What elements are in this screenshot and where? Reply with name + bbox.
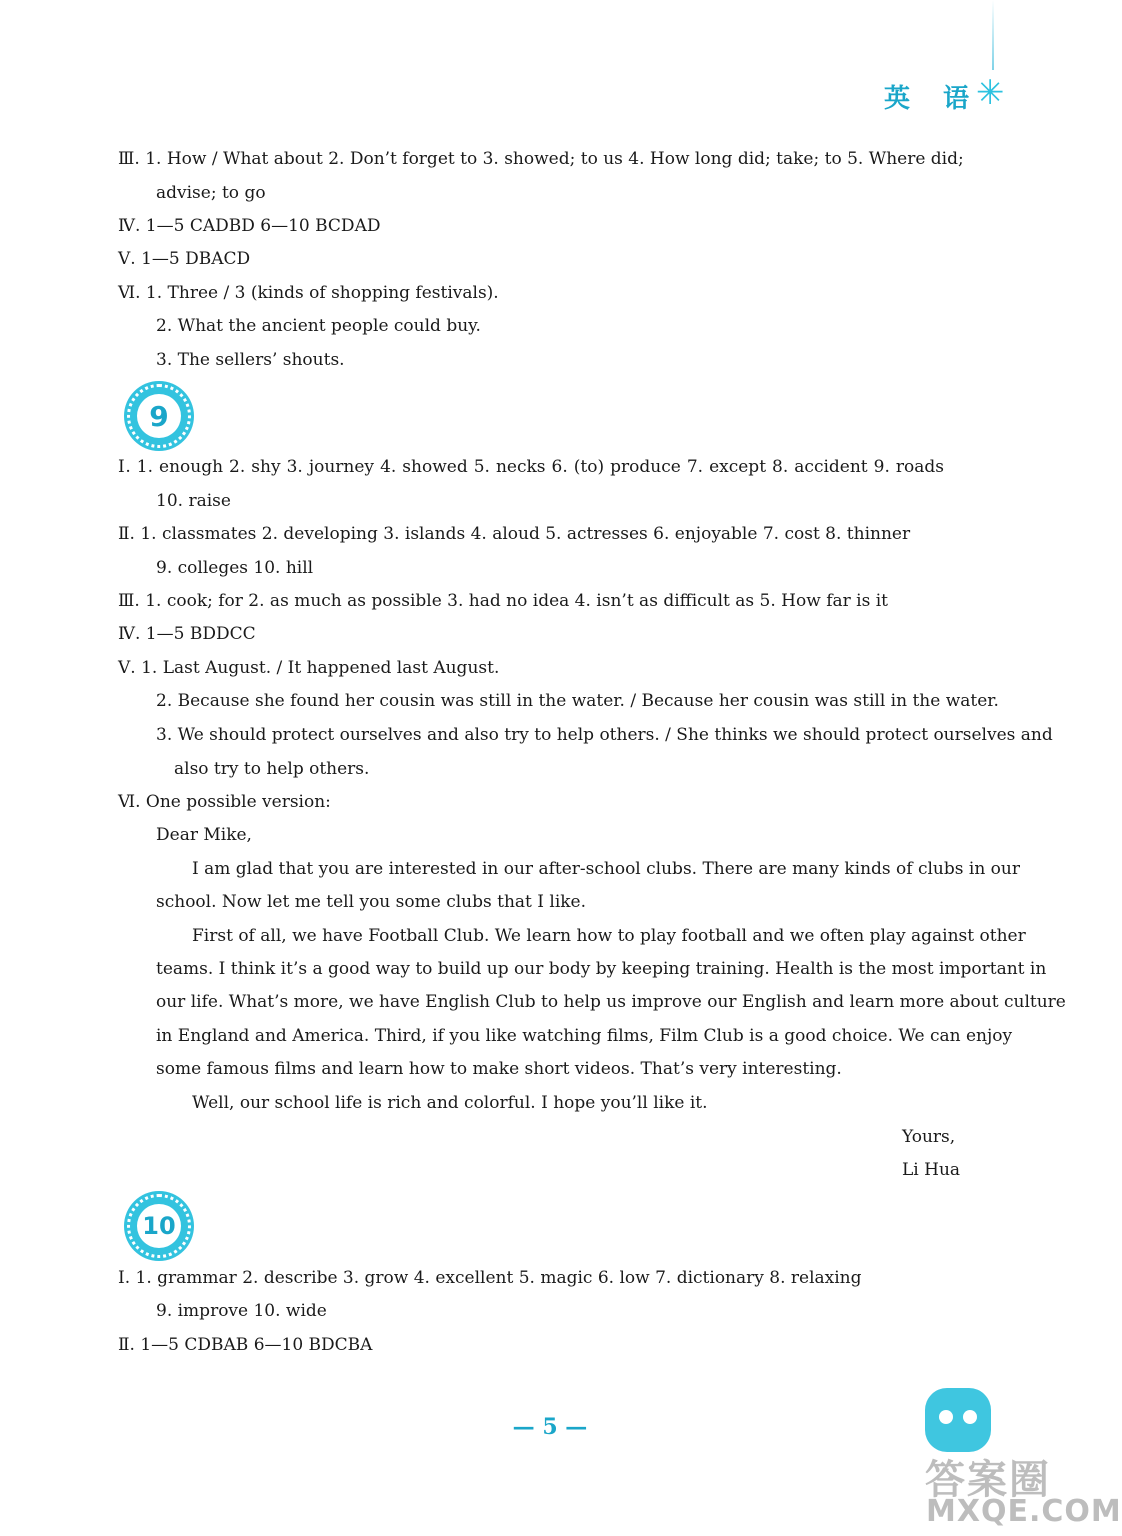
answer-line: 2. What the ancient people could buy. — [156, 316, 481, 336]
answer-line: Ⅱ. 1. classmates 2. developing 3. islands 4. aloud 5. actresses 6. enjoyable 7. cost 8. thinner — [118, 524, 911, 544]
answer-line: Ⅲ. 1. How / What about 2. Don’t forget to 3. showed; to us 4. How long did; take; to 5. Where did; — [118, 149, 964, 169]
answer-line: Ⅱ. 1—5 CDBAB 6—10 BDCBA — [118, 1335, 373, 1355]
mascot-icon — [925, 1388, 991, 1452]
answer-line: 2. Because she found her cousin was still in the water. / Because her cousin was still in the water. — [156, 691, 999, 711]
answer-line: Ⅵ. One possible version: — [118, 792, 331, 812]
answer-line: Ⅵ. 1. Three / 3 (kinds of shopping festivals). — [118, 283, 499, 303]
subject-title: 英 语 — [884, 84, 982, 114]
letter-paragraph-line: in England and America. Third, if you like watching films, Film Club is a good choice. We can enjoy — [156, 1026, 1013, 1046]
watermark-url: MXQE.COM — [926, 1494, 1122, 1529]
answer-line: Ⅲ. 1. cook; for 2. as much as possible 3. had no idea 4. isn’t as difficult as 5. How far is it — [118, 591, 888, 611]
watermark-logo: 答案圈 — [925, 1457, 1051, 1503]
letter-paragraph-line: First of all, we have Football Club. We learn how to play football and we often play against other — [192, 926, 1026, 946]
mascot-eye-icon — [939, 1410, 953, 1424]
unit-9-badge — [127, 384, 191, 448]
letter-paragraph-line: some famous films and learn how to make short videos. That’s very interesting. — [156, 1059, 842, 1079]
letter-paragraph-line: I am glad that you are interested in our after-school clubs. There are many kinds of clubs in our — [192, 859, 1020, 879]
answer-line: Ⅳ. 1—5 BDDCC — [118, 624, 256, 644]
letter-paragraph-line: our life. What’s more, we have English Club to help us improve our English and learn more about culture — [156, 992, 1066, 1012]
answer-line: Ⅰ. 1. grammar 2. describe 3. grow 4. excellent 5. magic 6. low 7. dictionary 8. relaxing — [118, 1268, 862, 1288]
answer-line: 9. improve 10. wide — [156, 1301, 327, 1321]
header-divider-line — [992, 0, 994, 70]
letter-paragraph-line: school. Now let me tell you some clubs that I like. — [156, 892, 587, 912]
letter-greeting: Dear Mike, — [156, 825, 252, 845]
answer-line: 3. We should protect ourselves and also try to help others. / She thinks we should protect ourselves and — [156, 725, 1053, 745]
answer-line: 9. colleges 10. hill — [156, 558, 314, 578]
answer-line: Ⅴ. 1. Last August. / It happened last August. — [118, 658, 500, 678]
answer-line: Ⅰ. 1. enough 2. shy 3. journey 4. showed 5. necks 6. (to) produce 7. except 8. accident 9. roads — [118, 457, 944, 477]
answer-line: also try to help others. — [174, 759, 370, 779]
letter-signature: Li Hua — [902, 1160, 961, 1180]
unit-9-number: 9 — [137, 394, 181, 438]
unit-10-number: 10 — [137, 1204, 181, 1248]
mascot-eye-icon — [963, 1410, 977, 1424]
answer-line: advise; to go — [156, 183, 266, 203]
answer-line: Ⅳ. 1—5 CADBD 6—10 BCDAD — [118, 216, 381, 236]
unit-10-badge — [127, 1194, 191, 1258]
answer-line: 10. raise — [156, 491, 231, 511]
letter-paragraph-line: teams. I think it’s a good way to build up our body by keeping training. Health is the most important in — [156, 959, 1047, 979]
answer-line: Ⅴ. 1—5 DBACD — [118, 249, 251, 269]
snowflake-icon: ✳ — [976, 73, 1005, 113]
letter-closing: Yours, — [902, 1127, 956, 1147]
letter-paragraph-line: Well, our school life is rich and colorful. I hope you’ll like it. — [192, 1093, 708, 1113]
answer-line: 3. The sellers’ shouts. — [156, 350, 345, 370]
page-number: — 5 — — [512, 1414, 588, 1440]
